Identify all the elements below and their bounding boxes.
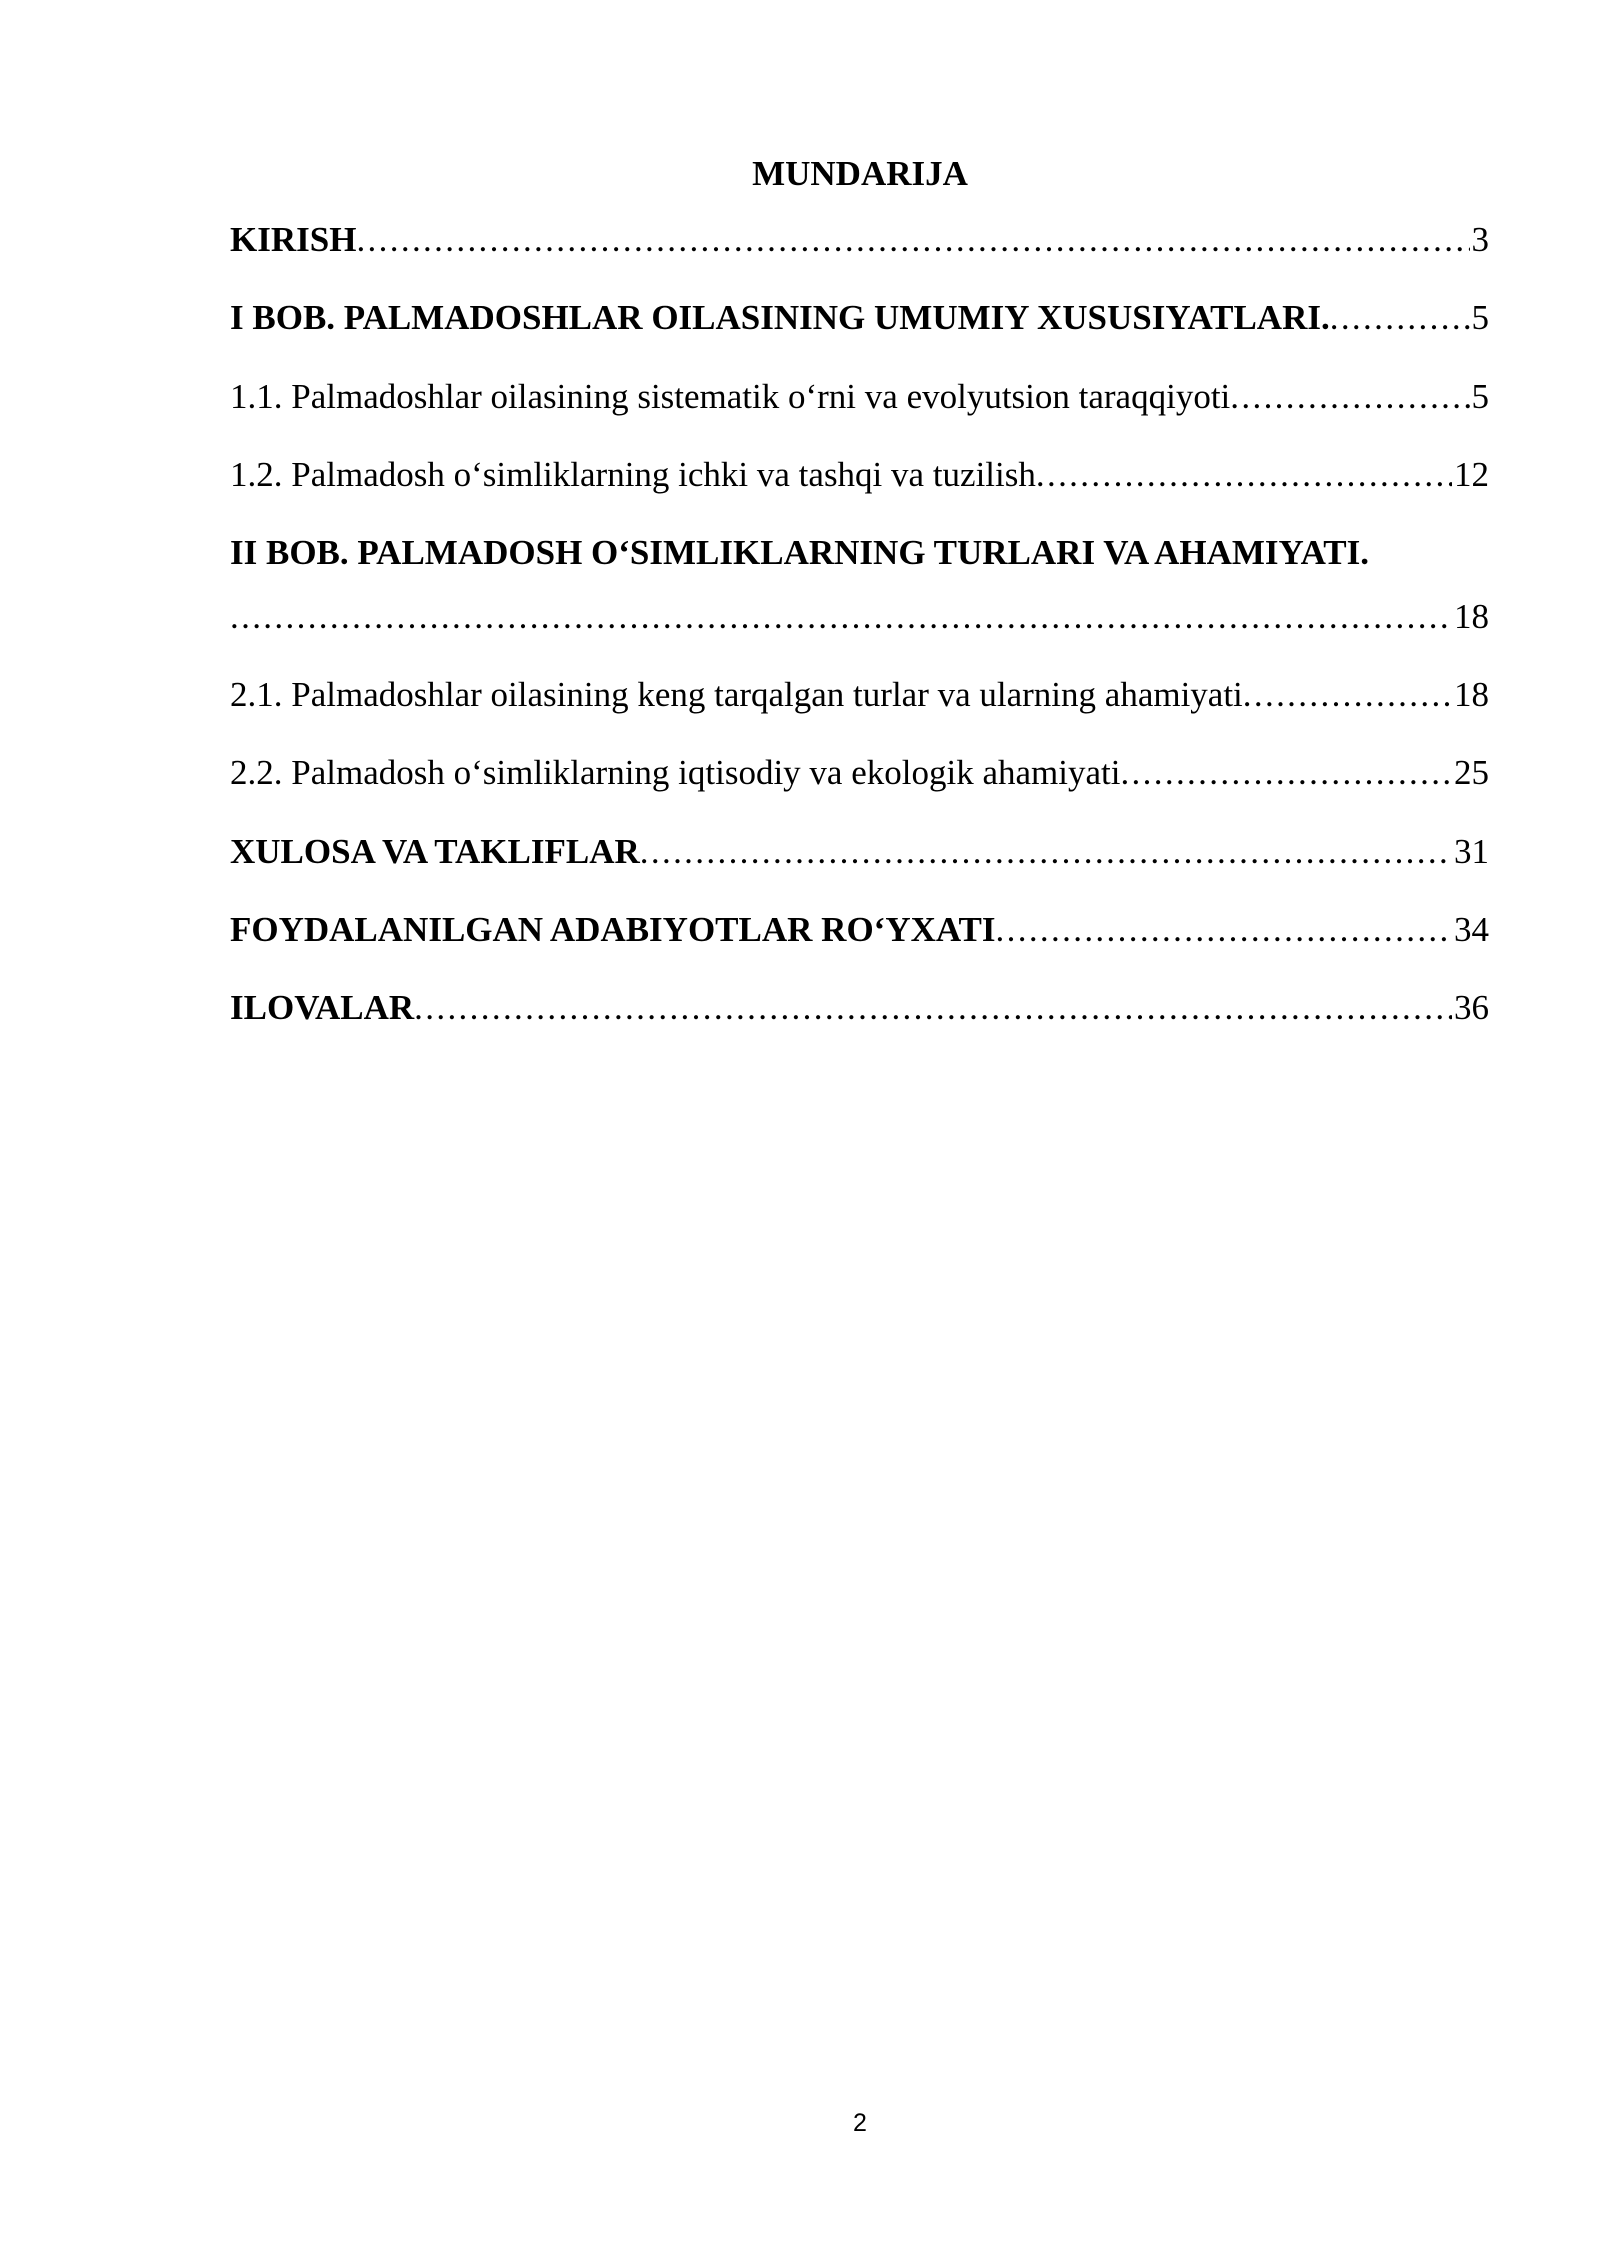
toc-entry-section-2-1[interactable]	[230, 671, 1489, 719]
toc-entry-label: I BOB. PALMADOSHLAR OILASINING UMUMIY XUSUSIYATLARI.	[230, 298, 1330, 337]
toc-entry-label: KIRISH	[230, 220, 357, 259]
toc-entry-label: 2.2. Palmadosh o‘simliklarning iqtisodiy va ekologik ahamiyati	[230, 753, 1121, 792]
dot-leader	[1230, 373, 1469, 421]
toc-entry-appendices[interactable]	[230, 984, 1489, 1032]
dot-leader	[1120, 749, 1452, 797]
dot-leader	[414, 984, 1452, 1032]
dot-leader	[230, 593, 1452, 641]
toc-entry-page: 5	[1471, 377, 1489, 416]
toc-entry-page: 5	[1471, 298, 1489, 337]
toc-entry-page: 31	[1454, 832, 1489, 871]
toc-entry-kirish[interactable]	[230, 216, 1489, 264]
toc-entry-page: 18	[1454, 675, 1489, 714]
toc-entry-label: 2.1. Palmadoshlar oilasining keng tarqalgan turlar va ularning ahamiyati	[230, 675, 1243, 714]
dot-leader	[1036, 451, 1452, 499]
dot-leader	[996, 906, 1452, 954]
toc-entry-page: 34	[1454, 910, 1489, 949]
toc-entry-page: 18	[1454, 597, 1489, 636]
toc-entry-page: 25	[1454, 753, 1489, 792]
toc-entry-conclusion[interactable]	[230, 828, 1489, 876]
toc-entry-chapter-1[interactable]	[230, 294, 1489, 342]
dot-leader	[356, 216, 1469, 264]
toc-entry-label: 1.2. Palmadosh o‘simliklarning ichki va tashqi va tuzilish	[230, 455, 1036, 494]
toc-entry-chapter-2[interactable]	[230, 593, 1489, 641]
toc-entry-page: 36	[1454, 988, 1489, 1027]
toc-entry-page: 3	[1471, 220, 1489, 259]
toc-entry-label: 1.1. Palmadoshlar oilasining sistematik o‘rni va evolyutsion taraqqiyoti	[230, 377, 1231, 416]
dot-leader	[640, 828, 1452, 876]
dot-leader	[1330, 294, 1470, 342]
toc-entry-section-1-2[interactable]	[230, 451, 1489, 499]
toc-entry-label: ILOVALAR	[230, 988, 415, 1027]
toc-entry-label: FOYDALANILGAN ADABIYOTLAR RO‘YXATI	[230, 910, 996, 949]
toc-entry-chapter-2-label[interactable]: II BOB. PALMADOSH O‘SIMLIKLARNING TURLARI VA AHAMIYATI.	[230, 533, 1370, 572]
toc-entry-label: XULOSA VA TAKLIFLAR	[230, 832, 640, 871]
toc-entry-page: 12	[1454, 455, 1489, 494]
toc-title: MUNDARIJA	[752, 154, 968, 193]
toc-entry-section-2-2[interactable]	[230, 749, 1489, 797]
dot-leader	[1243, 671, 1452, 719]
toc-entry-references[interactable]	[230, 906, 1489, 954]
page-number: 2	[853, 2109, 867, 2137]
toc-entry-section-1-1[interactable]	[230, 373, 1489, 421]
